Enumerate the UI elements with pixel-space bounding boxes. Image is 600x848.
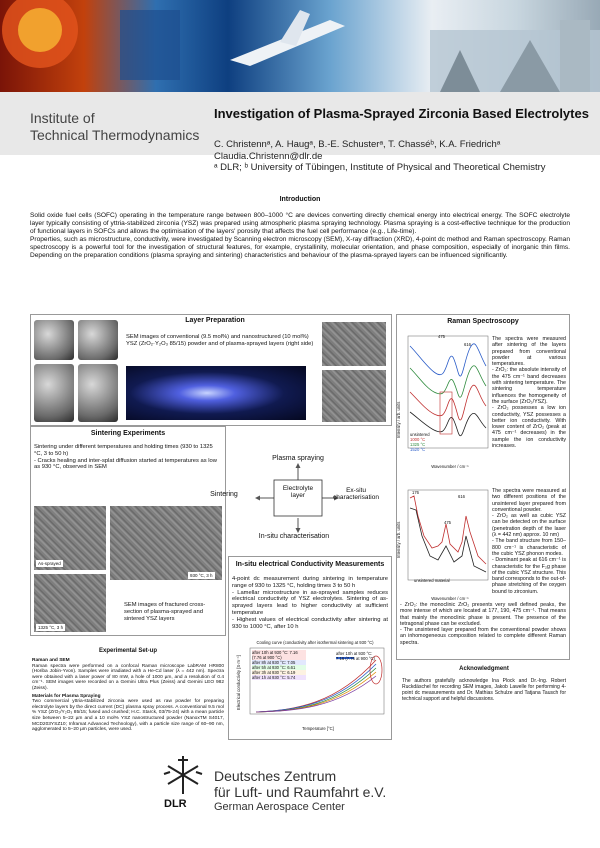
intro-paragraph-1: Solid oxide fuel cells (SOFC) operating in the temperature range between 800–1000 °C are devices converting directly chemical energy into electrical energy. The SOFC electrolyte layer typically consisting of yttria-stabilized zirconia (YSZ) was prepared using atmospheric plasma spraying technology. Plasma spraying is a cost-effective technique for the production of functional layers in SOFCs and allows the optimisation of the layers' porosity that affects the fuel cell performance (e.g., Life-time). <box>30 212 570 235</box>
sintering-text <box>34 444 222 471</box>
raman2-peak-176: 176 <box>412 490 419 495</box>
raman1-legend <box>410 432 430 452</box>
cond-paragraph-2: - Lamellar microstructure in as-sprayed samples reduces electrical conductivity of YSZ electrolytes. Sintering of as-sprayed layers lead to higher conductivity at sufficient temperature <box>232 589 388 616</box>
exp-paragraph-2: Two commercial yttria-stabilized zirconia were used as raw powder for preparing electrolyte layers by the direct current (DC) plasma spray process. A conventional 9.5 mol % YSZ (ZrO₂/Y₂O₃ 85/15; fused and crushed; H.C. Starck, 03/75-24) with a mean particle size between 5–22 µm and a 10 mol% YSZ nanostructured powder (NanoxTM S4017, MCD203YSZ10; Inframat Advanced Technology), with a particle size range of 60–90 nm, agglomerated to 5–20 µm particles, were used. <box>32 699 224 733</box>
ack-title: Acknowledgment <box>459 666 509 672</box>
layer-prep-caption: SEM images of conventional (9.5 mol%) and nanostructured (10 mol%) YSZ (ZrO₂·Y₂O₃ 85/15) powder and of plasma-sprayed layers (right side) <box>126 334 314 347</box>
sintering-paragraph-1: Sintering under different temperatures and holding times (930 to 1325 °C, 3 to 50 h) <box>34 444 213 457</box>
exp-heading-1: Raman and SEM <box>32 658 70 663</box>
institute-line-2: Technical Thermodynamics <box>30 127 200 143</box>
tag-1325: 1325 °C, 3 h <box>38 625 64 630</box>
legend-entry-2: after 8h at 930 °C: 7.05 <box>252 660 306 665</box>
sem-930-image <box>110 506 222 580</box>
raman-t3: - ZrO₂ possesses a low ion conductivity, YSZ possesses a better ion conductivity. With lower content of ZrO₂ (peak at 475 cm⁻¹ decreases) in the sample the ion conductivity increases. <box>492 405 566 450</box>
raman-t5: - ZrO₂ as well as cubic YSZ can be detected on the surface (penetration depth of the laser (λ = 442 nm) approx. 10 nm) <box>492 513 566 539</box>
raman1-peak-616: 616 <box>464 342 471 347</box>
powder-sem-image-2 <box>78 320 118 360</box>
raman-title: Raman Spectroscopy <box>447 318 519 325</box>
raman-text-1 <box>492 336 566 449</box>
cond-paragraph-3: - Highest values of electrical conductivity after sintering at 930 to 1000 °C, after 10 h <box>232 616 388 630</box>
intro-title: Introduction <box>279 196 321 203</box>
raman2-ylabel: Intensity / arb. units <box>396 521 401 559</box>
raman-bottom-text: - ZrO₂: the monoclinic ZrO₂ presents very well defined peaks, the more intense of which are located at 177, 190, 475 cm⁻¹. That means that mainly the monoclinic phase is present. The presence of the tetragonal phase can be excluded. - The unsintered layer prepared from the conventional powder shows an inhomogeneous composition related to complete different Raman spectra. <box>400 602 566 646</box>
experimental-title: Experimental Set-up <box>98 648 157 654</box>
org-line-1: Deutsches Zentrum <box>214 768 337 784</box>
email: Claudia.Christenn@dlr.de <box>214 150 323 162</box>
raman2-xlabel: Wavenumber / cm⁻¹ <box>431 596 469 601</box>
raman-t7: - Dominant peak at 616 cm⁻¹ is characteristic for the F₂g phase of the cubic YSZ structure. This band corresponds to the out-of-phase stretching of the oxygen bound to zirconium. <box>492 557 566 595</box>
raman-label-1325: 1325 °C <box>410 442 426 447</box>
raman-t4: The spectra were measured at two different positions of the unsintered layer prepared from conventional powder. <box>492 488 566 513</box>
institute-line-1: Institute of <box>30 110 95 126</box>
dlr-org-name <box>214 768 386 814</box>
powder-sem-image-3 <box>34 364 74 422</box>
raman2-peak-475: 475 <box>444 520 451 525</box>
org-line-3: German Aerospace Center <box>214 801 345 813</box>
ack-text: The authors gratefully acknowledge Ina Plock and Dr.-Ing. Robert Ruckdäschel for recording SEM images, Jakob Lawelle for performing 4-point dc measurements and Dr. Mathias Schulze and Tatjana Tausch for technical support and helpful discussions. <box>402 678 566 702</box>
cond-xlabel: Temperature [°C] <box>302 726 334 731</box>
legend-entry-5: after 1h at 930 °C: 5.74 <box>252 675 306 680</box>
legend-entry-3: after 5h at 930 °C: 6.61 <box>252 665 306 670</box>
raman-label-1520: 1520 °C <box>410 447 426 452</box>
legend-entry-1: after 10h at 930 °C: 7.16 (7.76 at 900 °C) <box>252 650 306 660</box>
sintering-title: Sintering Experiments <box>90 430 166 437</box>
banner-photo-collage <box>0 0 600 92</box>
diagram-left: Sintering <box>210 491 238 498</box>
sintering-paragraph-2: - Cracks healing and inter-splat diffusion started at temperatures as low as 930 °C, observed in SEM <box>34 457 217 471</box>
affiliation: ᵃ DLR; ᵇ University of Tübingen, Institute of Physical and Theoretical Chemistry <box>214 162 546 173</box>
raman1-xlabel: Wavenumber / cm⁻¹ <box>431 464 469 469</box>
tag-930: 930 °C, 3 h <box>190 573 213 578</box>
plasma-spray-photo <box>126 366 306 420</box>
cond-ylabel: Electrical conductivity [S·m⁻¹] <box>236 655 241 711</box>
layer-sem-image-2 <box>322 370 386 422</box>
intro-paragraph-2: Properties, such as microstructure, conductivity, were investigated by Scanning electron microscopy (SEM), X-ray diffraction (XRD), 4-point dc method and Raman spectroscopy. Raman spectroscopy is a powerful tool for the investigation of structural features, for example, crystallinity, molecular orientation, and phase composition, especially of inorganic thin films. Depending on the preparation conditions (plasma spraying and sintering) characteristics and behaviour of the plasma-sprayed layers can be influenced significantly. <box>30 236 570 259</box>
diagram-top: Plasma spraying <box>272 455 324 462</box>
conductivity-text <box>232 576 388 630</box>
cond-paragraph-1: 4-point dc measurement during sintering in temperature range of 930 to 1325 °C, holding times 3 to 50 h <box>232 576 388 589</box>
raman-label-unsintered: unsintered <box>410 432 430 437</box>
cond-annotation: after 10h at 930 °C: 7.16 (7.76 at 900 °C) <box>336 651 375 661</box>
diagram-right: Ex-situ characterisation <box>333 487 379 501</box>
raman-chart-2 <box>398 486 490 590</box>
sintering-caption: SEM images of fractured cross-section of plasma-sprayed and sintered YSZ layers <box>124 602 206 622</box>
tag-as-sprayed: As-sprayed <box>38 561 61 566</box>
conductivity-title: In-situ electrical Conductivity Measurements <box>235 561 385 568</box>
poster-title: Investigation of Plasma-Sprayed Zirconia Based Electrolytes <box>214 106 589 121</box>
powder-sem-image-4 <box>78 364 118 422</box>
raman-label-1000: 1000 °C <box>410 437 426 442</box>
diagram-bottom: In-situ characterisation <box>258 533 330 540</box>
layer-prep-title: Layer Preparation <box>185 317 245 324</box>
raman1-ylabel: Intensity / arb. units <box>396 401 401 439</box>
raman-text-2 <box>492 488 566 595</box>
raman2-peak-616: 616 <box>458 494 465 499</box>
raman-t1: The spectra were measured after sintering of the layers prepared from conventional powder at various temperatures. <box>492 336 566 368</box>
cond-legend <box>252 650 306 680</box>
dlr-logo-text: DLR <box>164 798 187 810</box>
experimental-text <box>32 658 224 733</box>
raman2-label: unsintered material <box>414 578 450 583</box>
exp-heading-2: Materials for Plasma Spraying <box>32 693 101 699</box>
header-banner-image <box>0 0 600 92</box>
diagram-center: Electrolyte layer <box>282 485 314 499</box>
raman-t2: - ZrO₂: the absolute intensity of the 475 cm⁻¹ band decreases with sintering temperature. The sintering temperature influences the homogeneity of the surface (ZrO₂/YSZ). <box>492 367 566 405</box>
layer-sem-image-1 <box>322 322 386 366</box>
authors-block <box>214 139 594 174</box>
dlr-logo-icon <box>160 752 206 798</box>
legend-entry-4: after 3h at 930 °C: 6.19 <box>252 670 306 675</box>
raman1-peak-475: 475 <box>438 334 445 339</box>
org-line-2: für Luft- und Raumfahrt e.V. <box>214 784 387 800</box>
institute-name <box>30 110 199 144</box>
cond-chart-title: Cooling curve (conductivity after isothermal sintering at 930 °C) <box>256 640 374 645</box>
raman-t6: - The band structure from 150–800 cm⁻¹ is characteristic of the cubic YSZ phonon modes. <box>492 538 566 557</box>
intro-text <box>30 212 570 260</box>
authors: C. Christennᵃ, A. Haugᵃ, B.-E. Schusterᵃ, T. Chasséᵇ, K.A. Friedrichᵃ <box>214 139 501 150</box>
powder-sem-image-1 <box>34 320 74 360</box>
exp-paragraph-1: Raman spectra were performed on a confocal Raman microscope LabRAM HR800 (Horiba Jobin-Yvon). Samples were irradiated with a He-Cd laser (λ = 442 nm). Spectra were obtained with a laser power of 80 mW, a hole of 1000 µm, and a resolution of 0.4 cm⁻¹. SEM images were recorded on a Gemini Ultra Plus (Zeiss) and Gemini LEO 982 (Zeiss). <box>32 663 224 691</box>
